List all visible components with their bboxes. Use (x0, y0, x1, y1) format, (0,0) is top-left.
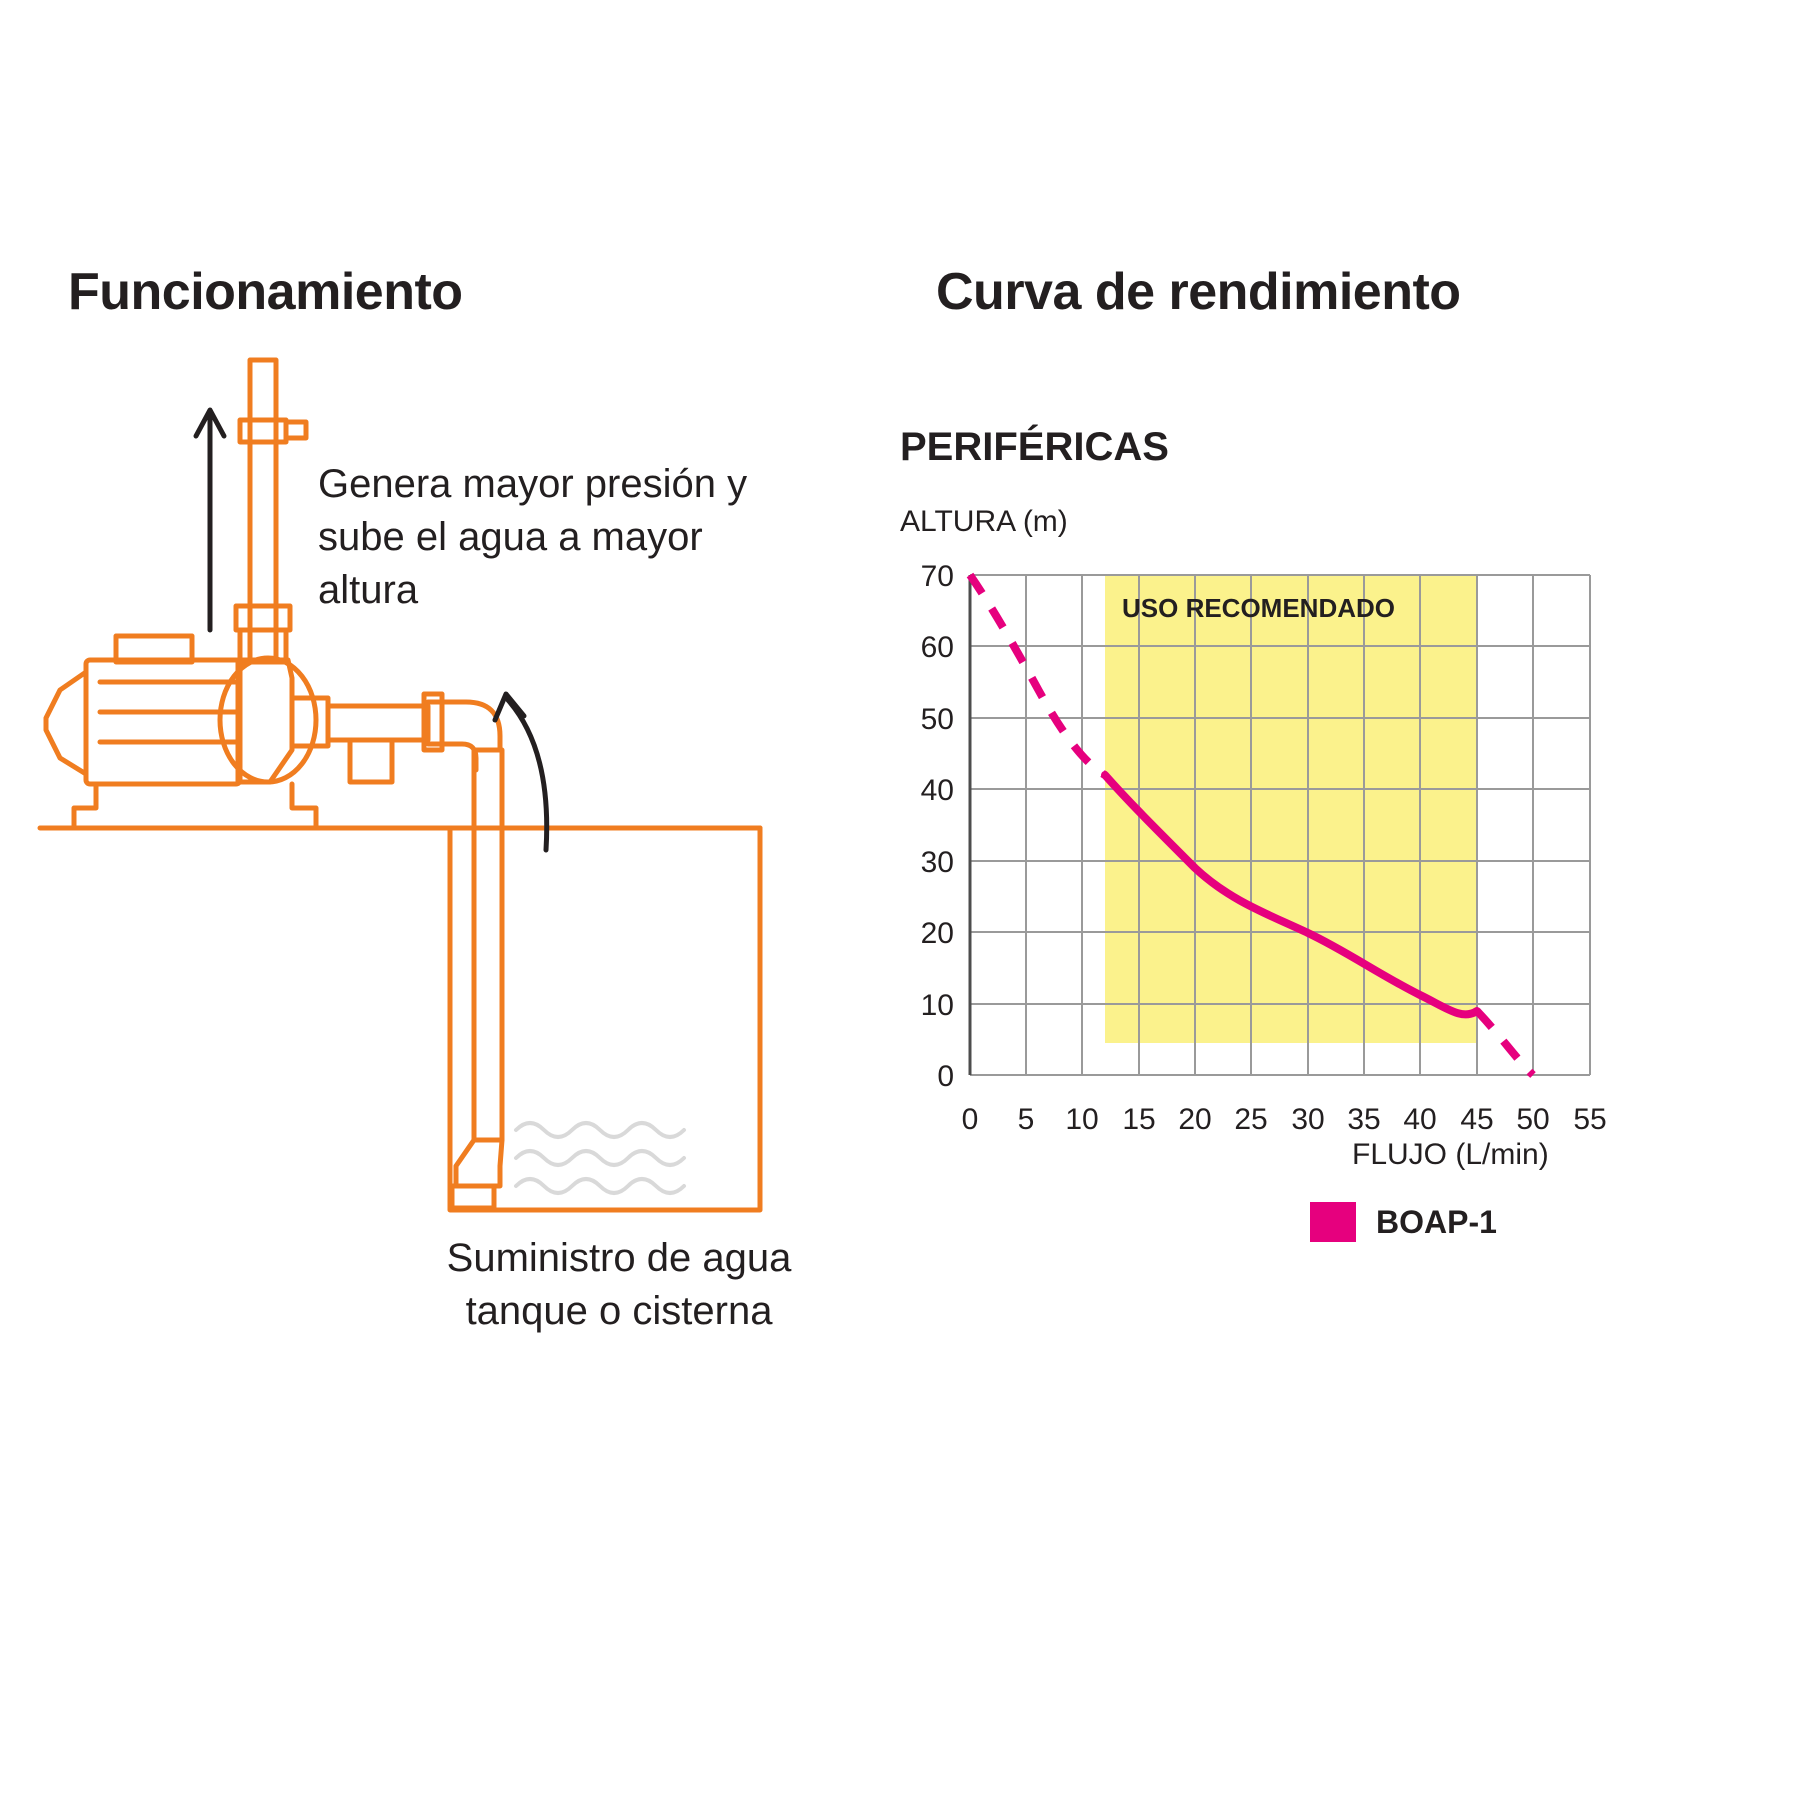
svg-text:10: 10 (920, 989, 954, 1022)
svg-text:40: 40 (920, 774, 954, 807)
svg-text:10: 10 (1065, 1103, 1099, 1136)
page-title-curva: Curva de rendimiento (936, 263, 1461, 321)
svg-text:70: 70 (920, 560, 954, 593)
svg-text:0: 0 (961, 1103, 979, 1136)
svg-text:20: 20 (1178, 1103, 1212, 1136)
legend-series-label: BOAP-1 (1376, 1203, 1497, 1240)
svg-text:45: 45 (1460, 1103, 1494, 1136)
svg-text:20: 20 (920, 917, 954, 950)
callout-text-top: Genera mayor presión y sube el agua a mayor altura (318, 462, 748, 612)
svg-text:5: 5 (1017, 1103, 1035, 1136)
band-annotation-label: USO RECOMENDADO (1122, 593, 1396, 623)
svg-text:50: 50 (1516, 1103, 1550, 1136)
svg-text:40: 40 (1403, 1103, 1437, 1136)
curve-dashed-end (1477, 1011, 1533, 1075)
pump-diagram-illustration (0, 330, 900, 1230)
chart-y-axis-label: ALTURA (m) (900, 505, 1068, 538)
callout-text-bottom: Suministro de agua tanque o cisterna (446, 1236, 792, 1333)
chart-x-axis-label: FLUJO (L/min) (1352, 1138, 1549, 1171)
curva-rendimiento-panel (900, 0, 1800, 1800)
svg-text:55: 55 (1573, 1103, 1607, 1136)
svg-text:30: 30 (1291, 1103, 1325, 1136)
svg-text:35: 35 (1347, 1103, 1381, 1136)
performance-curve-chart (870, 545, 1630, 1165)
svg-text:25: 25 (1234, 1103, 1268, 1136)
legend-color-swatch (1310, 1202, 1356, 1242)
chart-title: PERIFÉRICAS (900, 425, 1169, 469)
svg-text:0: 0 (937, 1060, 954, 1093)
curve-dashed-start (970, 575, 1105, 775)
svg-text:15: 15 (1122, 1103, 1156, 1136)
svg-text:30: 30 (920, 846, 954, 879)
svg-text:50: 50 (920, 703, 954, 736)
chart-legend (1310, 1202, 1497, 1242)
page-title-funcionamiento: Funcionamiento (68, 263, 463, 321)
svg-text:60: 60 (920, 631, 954, 664)
